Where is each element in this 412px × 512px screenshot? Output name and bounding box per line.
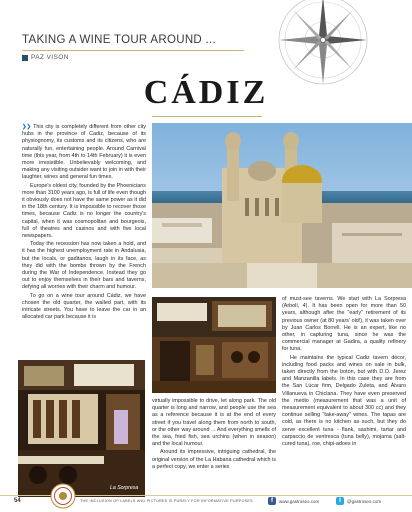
paragraph: To go on a wine tour around Cádiz, we have chosen the old quarter, the walled part, with its intricate streets. You have to leave the car in an allocated car park because it is bbox=[22, 292, 146, 321]
paragraph: Today the recession has now taken a hold, and it has the highest unemployment rate in Andalusia, but the locals, or gaditanos, laugh in its face, as they did with the bombs thrown by the French during the War of Independence. Instead they go out to enjoy themselves in their bars and taverns, defying all worries with their charm and humour. bbox=[22, 241, 146, 291]
la-sorpresa-bar-photo bbox=[18, 360, 145, 497]
text-column-1 bbox=[22, 124, 146, 322]
paragraph-marker-icon: ❯❯ bbox=[22, 124, 34, 130]
paragraph: Around its impressive, intriguing cathedral, the original version of the La Habana cathedral which is a perfect copy, we enter a series bbox=[152, 449, 276, 470]
author-marker-icon bbox=[22, 55, 28, 61]
paragraph: He maintains the typical Cadiz tavern décor, including food packs and wines on sale in bulk, taken directly from the boton, but with D.O. Jerez and Manzanilla labels. In this case they are from the San Lúcar firm, Delgado Zuleta, and Álvaro Villanueva in Chiclana. They have even preserved the medio (measurement that was a unit of measurement equivalent to about 300 cc) and they continue selling "take-away" wines. The tapas are cold, as there is no kitchen as such, but they do serve excellent tuna - flank, sashimi, tartar and carpaccio de ventresca (tuna belly), mojama (salt-cured tuna), roe, chipi-adoes in bbox=[282, 354, 406, 448]
cadiz-cathedral-photo bbox=[152, 123, 412, 288]
twitter-link[interactable] bbox=[336, 497, 381, 505]
author-name: PAZ VISON bbox=[31, 54, 69, 61]
author-line bbox=[22, 54, 69, 61]
facebook-icon: f bbox=[268, 497, 276, 505]
text-column-2 bbox=[152, 398, 276, 472]
twitter-handle: @gastroseo.com bbox=[347, 498, 382, 504]
publication-seal-icon bbox=[50, 483, 76, 509]
paragraph: Europe's oldest city, founded by the Phoenicians more than 3100 years ago, is full of life even though it obviously does not have the same power as it did in the 18th century. It is impossible to recover those times, because Cadiz is no longer the country's capital, when it was cosmopolitan and bourgeois, full of theatres and casinos and with five local newspapers. bbox=[22, 182, 146, 240]
paragraph: virtually impossible to drive, let along park. The old quarter is long and narrow, and people use the sea as a reference because it is at the end of every street if you travel along them from north to south, or the other way around ... And everything smells of the sea, fried fish, sea urchins (when in season) and the local humour. bbox=[152, 398, 276, 448]
photo-caption: La Sorpresa bbox=[110, 485, 139, 491]
header-rule bbox=[22, 50, 244, 51]
text-column-3 bbox=[282, 296, 406, 449]
page-number: 54 bbox=[14, 498, 21, 504]
facebook-url: www.gastroseo.com bbox=[279, 498, 320, 504]
article-title: CÁDIZ bbox=[143, 74, 269, 111]
paragraph bbox=[22, 124, 146, 182]
paragraph: of must-see taverns. We start with La Sorpresa (Arbolí, 4). It has been open for more than 50 years, although after the "early" retirement of its previous owner (at 80 years' old!), it was taken over by Juan Carlos Borrell. He is an expert, like no other, in capturing tuna, since he was the commercial manager at Gadira, a quality refinery for tuna. bbox=[282, 296, 406, 353]
footer-disclaimer: THE INCLUSION OF LABELS AND PICTURES IS PURELY FOR INFORMATIVE PURPOSES bbox=[80, 499, 253, 503]
twitter-icon: t bbox=[336, 497, 344, 505]
paragraph-text: This city is completely different from other city hubs in the province of Cadiz, because of its physiognomy, its customs and its citizens, who are naturally fun, entertaining people. Around Carnival time (this year, from 4th to 14th February) it is even more irresistible. Unbelievably welcoming, and making any visiting outsider want to join in with their laughter, wines and general fun times. bbox=[22, 124, 147, 181]
tavern-interior-photo bbox=[152, 297, 276, 393]
facebook-link[interactable] bbox=[268, 497, 319, 505]
section-kicker: TAKING A WINE TOUR AROUND ... bbox=[22, 34, 217, 46]
title-rule bbox=[152, 116, 262, 117]
